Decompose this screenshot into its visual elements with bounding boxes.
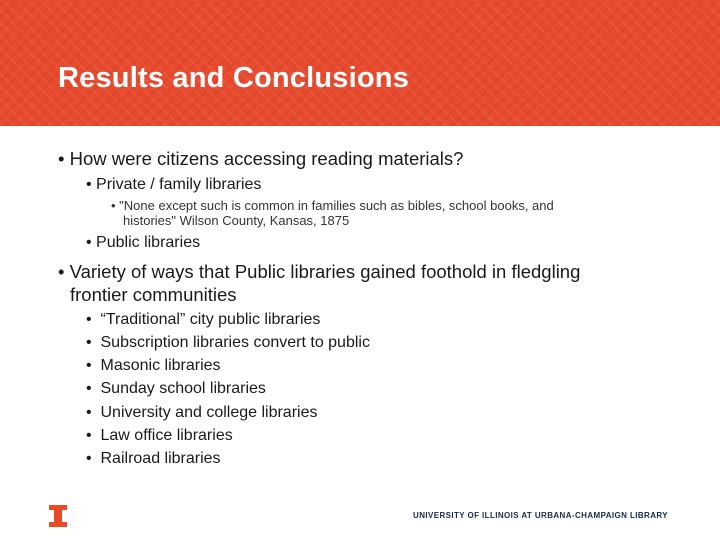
- list-item: [86, 333, 370, 353]
- list-item-text: University and college libraries: [100, 404, 318, 421]
- list-item: [86, 449, 221, 469]
- bullet-text: "None except such is common in families such as bibles, school books, and: [119, 198, 554, 213]
- bullet-text: Variety of ways that Public libraries gained foothold in fledgling: [69, 261, 581, 282]
- bullet-dot: •: [58, 148, 70, 169]
- list-item: [86, 403, 317, 423]
- bullet-dot: •: [58, 261, 70, 282]
- bullet-quote-line-2: histories" Wilson County, Kansas, 1875: [123, 213, 350, 228]
- bullet-question-1: [58, 148, 463, 170]
- bullet-text: Public libraries: [96, 234, 201, 251]
- institution-library: LIBRARY: [629, 511, 668, 520]
- list-item-text: “Traditional” city public libraries: [100, 311, 321, 328]
- illinois-block-i-icon: [49, 505, 67, 527]
- institution-name: UNIVERSITY OF ILLINOIS AT URBANA-CHAMPAIGN: [413, 511, 628, 520]
- bullet-dot: •: [86, 311, 101, 328]
- bullet-dot: •: [86, 380, 101, 397]
- list-item: [86, 310, 320, 330]
- list-item-text: Law office libraries: [100, 427, 233, 444]
- list-item-text: Subscription libraries convert to public: [100, 334, 370, 351]
- list-item-text: Sunday school libraries: [100, 380, 266, 397]
- bullet-quote-line-1: [111, 198, 554, 214]
- list-item: [86, 356, 221, 376]
- list-item-text: Railroad libraries: [100, 450, 221, 467]
- bullet-dot: •: [86, 450, 101, 467]
- title-banner: [0, 0, 720, 126]
- bullet-variety-line-1: [58, 261, 580, 283]
- bullet-dot: •: [86, 234, 97, 251]
- bullet-variety-line-2: frontier communities: [70, 284, 237, 305]
- slide-title: Results and Conclusions: [58, 62, 410, 94]
- bullet-dot: •: [86, 357, 101, 374]
- bullet-public-libraries: [86, 233, 200, 253]
- list-item: [86, 379, 266, 399]
- institution-wordmark: [413, 511, 668, 520]
- bullet-private-libraries: [86, 175, 261, 195]
- list-item: [86, 426, 233, 446]
- bullet-dot: •: [111, 198, 120, 213]
- bullet-dot: •: [86, 334, 101, 351]
- bullet-dot: •: [86, 404, 101, 421]
- bullet-dot: •: [86, 176, 97, 193]
- bullet-dot: •: [86, 427, 101, 444]
- bullet-text: Private / family libraries: [96, 176, 262, 193]
- list-item-text: Masonic libraries: [100, 357, 221, 374]
- bullet-text: How were citizens accessing reading materials?: [69, 148, 464, 169]
